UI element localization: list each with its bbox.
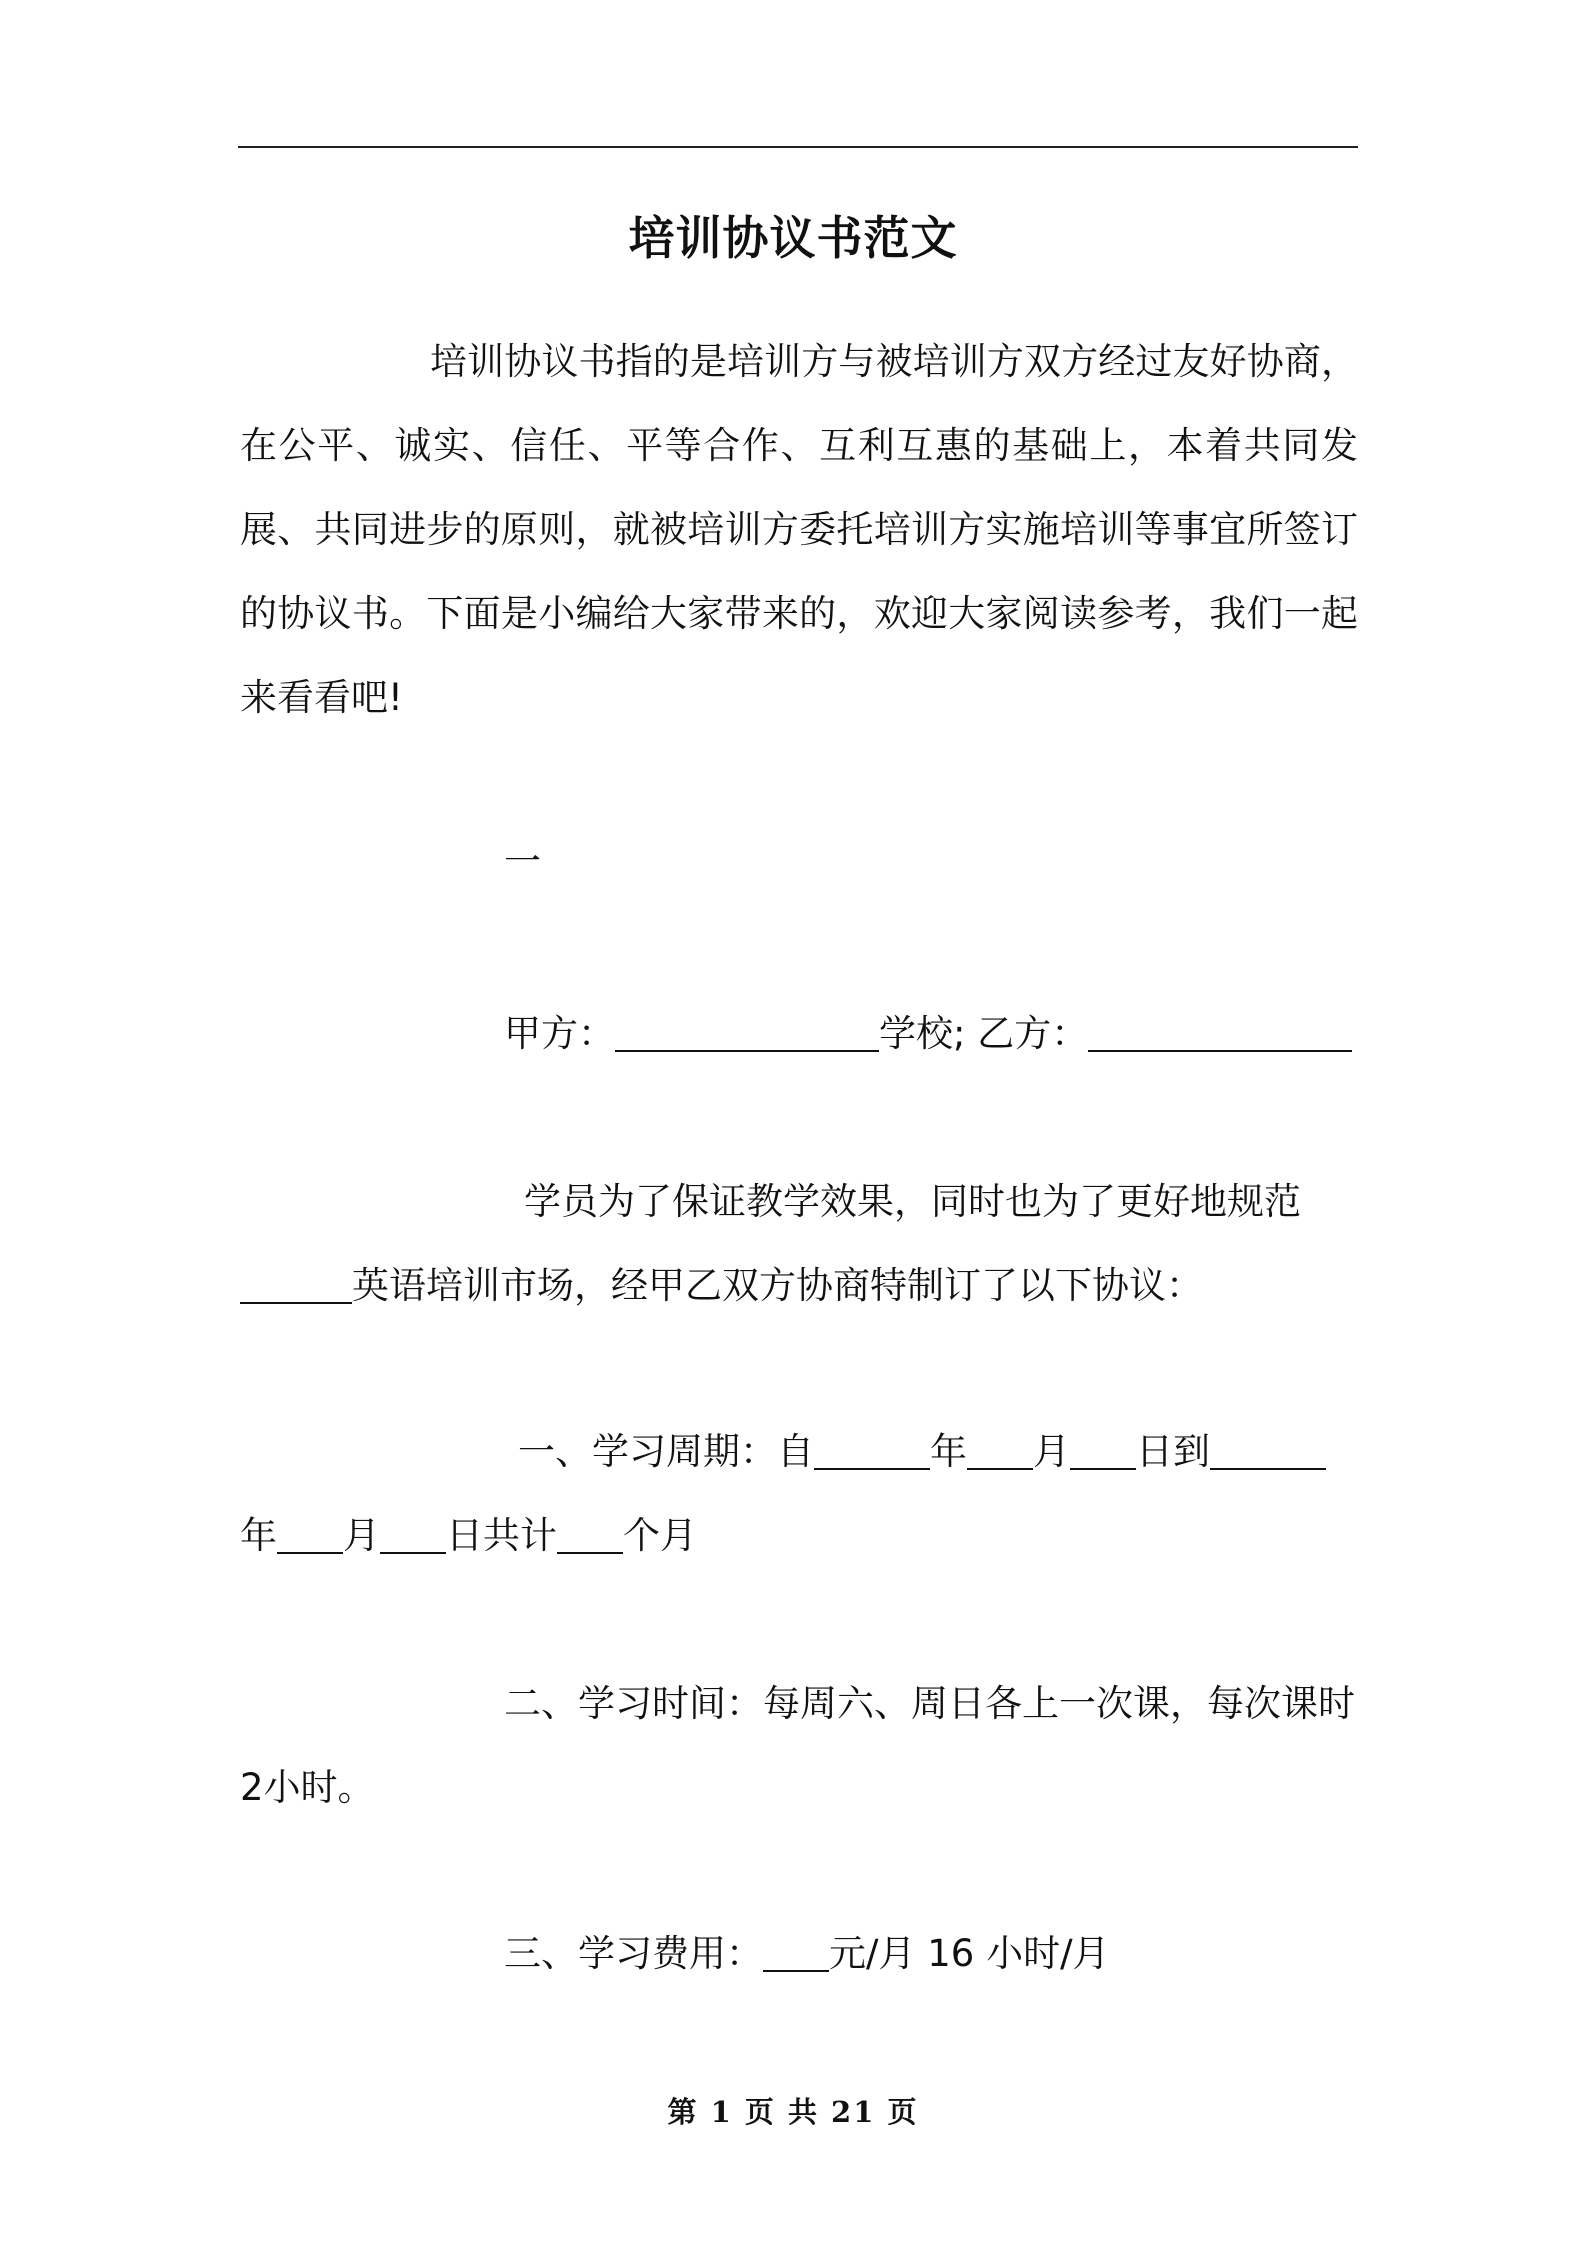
study-period-label: 一、学习周期：自 — [518, 1430, 814, 1473]
party-b-label: 乙方： — [977, 1012, 1089, 1055]
study-time-text: 二、学习时间：每周六、周日各上一次课，每次课时2小时。 — [240, 1682, 1355, 1809]
students-paragraph — [240, 1160, 1358, 1328]
months-text: 个月 — [623, 1514, 697, 1557]
party-a-suffix: 学校; — [879, 1012, 966, 1055]
end-day-blank — [380, 1516, 446, 1554]
start-year-blank — [814, 1432, 930, 1470]
study-time-item — [240, 1662, 1358, 1830]
month-text: 月 — [1033, 1430, 1070, 1473]
study-fee-item — [240, 1912, 1358, 1996]
market-blank — [240, 1266, 352, 1304]
party-a-label: 甲方： — [504, 1012, 615, 1055]
months-blank — [557, 1516, 623, 1554]
students-line-1: 学员为了保证教学效果，同时也为了更好地规范 — [524, 1180, 1301, 1223]
students-line-2: 英语培训市场，经甲乙双方协商特制订了以下协议： — [352, 1264, 1203, 1307]
day-to-text: 日到 — [1136, 1430, 1210, 1473]
header-rule — [238, 146, 1358, 148]
end-year-blank — [1210, 1432, 1326, 1470]
study-fee-rest: 元/月 16 小时/月 — [829, 1932, 1110, 1975]
study-period-item — [240, 1410, 1358, 1578]
page-footer: 第 1 页 共 21 页 — [667, 2095, 919, 2129]
day-total-text: 日共计 — [446, 1514, 557, 1557]
start-month-blank — [967, 1432, 1033, 1470]
parties-line — [504, 992, 1352, 1076]
end-year-text: 年 — [240, 1514, 277, 1557]
section-number: 一 — [504, 840, 541, 883]
end-month-blank — [277, 1516, 343, 1554]
intro-paragraph: 培训协议书指的是培训方与被培训方双方经过友好协商，在公平、诚实、信任、平等合作、互利互惠的基础上，本着共同发展、共同进步的原则，就被培训方委托培训方实施培训等事宜所签订的协议书。下面是小编给大家带来的，欢迎大家阅读参考，我们一起来看看吧! — [240, 340, 1358, 719]
end-month-text: 月 — [343, 1514, 380, 1557]
study-fee-label: 三、学习费用： — [504, 1932, 763, 1975]
year-text: 年 — [930, 1430, 967, 1473]
document-title: 培训协议书范文 — [628, 211, 958, 265]
party-b-blank — [1088, 1014, 1352, 1052]
party-a-blank — [615, 1014, 879, 1052]
fee-blank — [763, 1934, 829, 1972]
start-day-blank — [1070, 1432, 1136, 1470]
